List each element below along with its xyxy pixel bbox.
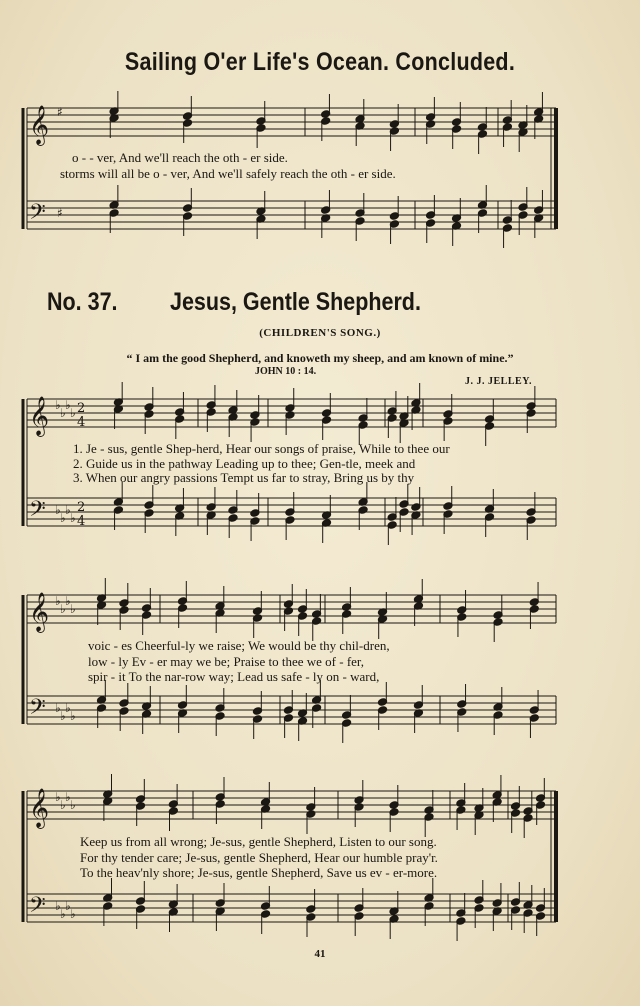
treble-clef: 𝄞 [29,592,50,632]
key-flat: ♭ [70,406,76,420]
key-flat: ♭ [70,798,76,812]
key-flat: ♭ [65,701,71,715]
composer-credit: J. J. JELLEY. [465,376,532,387]
verse2-system2-lyric: low - ly Ev - er may we be; Praise to thee we of - fer, [88,654,364,669]
key-flat: ♭ [70,511,76,525]
key-flat: ♭ [70,709,76,723]
bass-clef: 𝄢 [29,893,46,923]
key-flat: ♭ [60,602,66,616]
key-flat: ♭ [65,398,71,412]
time-sig-bottom: 4 [77,514,86,529]
verse3-system2-lyric: spir - it To the nar-row way; Lead us safe - ly on - ward, [88,669,380,684]
key-flat: ♭ [70,602,76,616]
key-flat: ♭ [55,398,61,412]
bass-clef: 𝄢 [29,200,46,230]
key-flat: ♭ [65,790,71,804]
sailing-lyric-line-2: storms will all be o - ver, And we'll safely reach the oth - er side. [60,166,396,181]
verse3-system1-lyric: 3. When our angry passions Tempt us far to stray, Bring us by thy [73,470,415,485]
key-flat: ♭ [60,406,66,420]
scripture-quote: “ I am the good Shepherd, and knoweth my sheep, and am known of mine.” [126,351,514,365]
treble-clef: 𝄞 [29,105,50,145]
key-flat: ♭ [60,907,66,921]
treble-clef: 𝄞 [29,788,50,828]
key-sharp: ♯ [57,105,63,119]
key-flat: ♭ [55,503,61,517]
hymn-title: Jesus, Gentle Shepherd. [170,288,421,316]
key-sharp: ♯ [57,206,63,220]
bass-clef: 𝄢 [29,497,46,527]
scripture-reference: JOHN 10 : 14. [255,366,317,377]
key-flat: ♭ [55,899,61,913]
verse3-system3-lyric: To the heav'nly shore; Je-sus, gentle Shepherd, Save us ev - er-more. [80,865,438,880]
key-flat: ♭ [65,503,71,517]
key-flat: ♭ [65,594,71,608]
sailing-lyric-line-1: o - - ver, And we'll reach the oth - er side. [72,150,288,165]
key-flat: ♭ [65,899,71,913]
hymn-subtitle: (CHILDREN'S SONG.) [259,327,381,339]
key-flat: ♭ [60,798,66,812]
time-sig-top: 2 [77,401,86,416]
verse2-system3-lyric: For thy tender care; Je-sus, gentle Shepherd, Hear our humble pray'r. [80,850,438,865]
key-flat: ♭ [60,511,66,525]
time-sig-bottom: 4 [77,415,86,430]
verse1-system1-lyric: 1. Je - sus, gentle Shep-herd, Hear our songs of praise, While to thee our [73,441,450,456]
bass-clef: 𝄢 [29,695,46,725]
key-flat: ♭ [55,594,61,608]
verse1-system3-lyric: Keep us from all wrong; Je-sus, gentle Shepherd, Listen to our song. [80,834,437,849]
page-number: 41 [314,948,326,960]
hymn-number: No. 37. [47,288,118,316]
key-flat: ♭ [60,709,66,723]
page-title: Sailing O'er Life's Ocean. Concluded. [124,48,516,76]
verse1-system2-lyric: voic - es Cheerful-ly we raise; We would be thy chil-dren, [88,638,390,653]
verse2-system1-lyric: 2. Guide us in the pathway Leading up to thee; Gen-tle, meek and [73,456,416,471]
key-flat: ♭ [70,907,76,921]
key-flat: ♭ [55,790,61,804]
treble-clef: 𝄞 [29,396,50,436]
key-flat: ♭ [55,701,61,715]
time-sig-top: 2 [77,500,86,515]
